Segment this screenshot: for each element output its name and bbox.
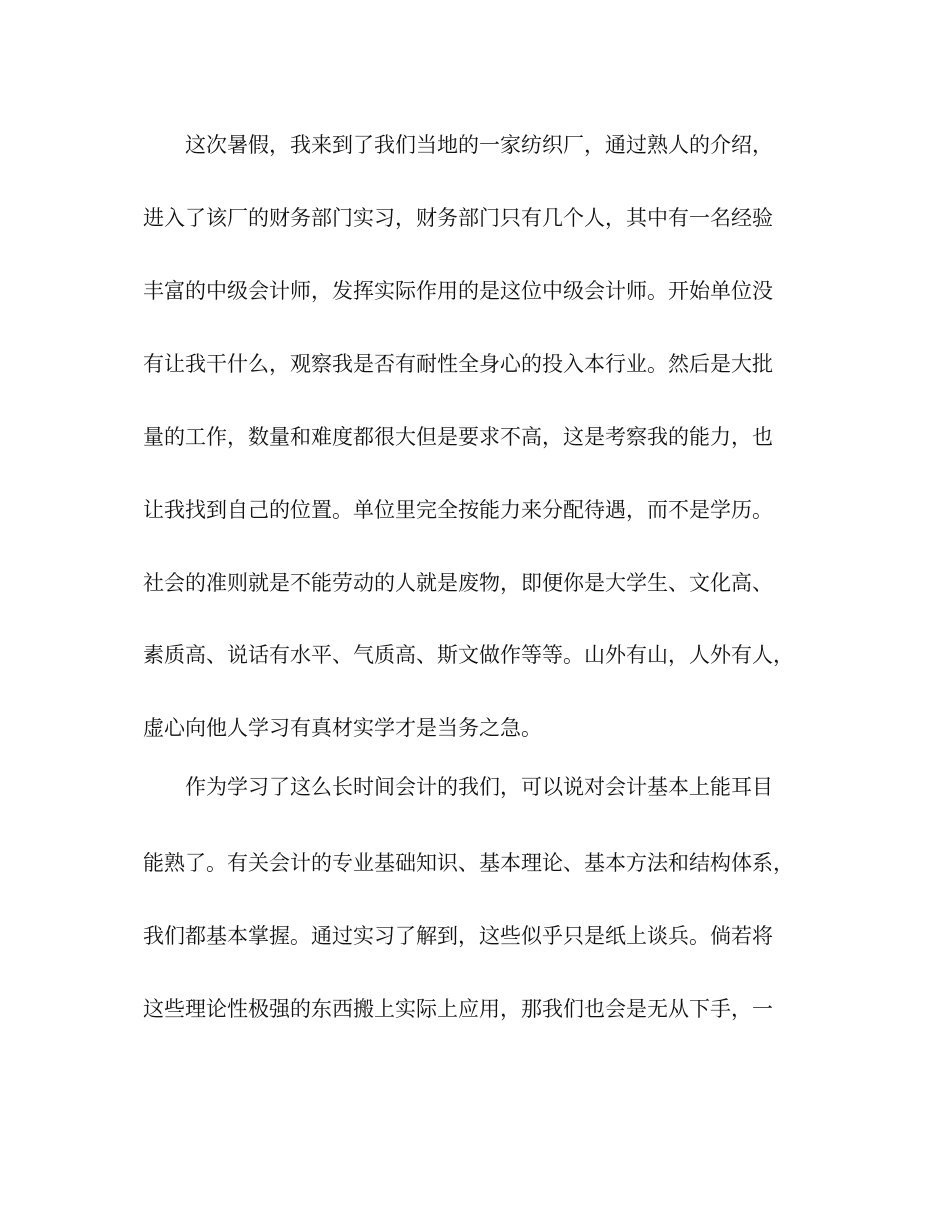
paragraph-1-line-5: 量的工作，数量和难度都很大但是要求不高，这是考察我的能力，也 bbox=[143, 425, 773, 449]
paragraph-2-line-1: 作为学习了这么长时间会计的我们，可以说对会计基本上能耳目 bbox=[185, 775, 773, 799]
paragraph-1-line-4: 有让我干什么，观察我是否有耐性全身心的投入本行业。然后是大批 bbox=[143, 352, 773, 376]
paragraph-1-line-2: 进入了该厂的财务部门实习，财务部门只有几个人，其中有一名经验 bbox=[143, 206, 773, 230]
paragraph-1-line-7: 社会的准则就是不能劳动的人就是废物，即便你是大学生、文化高、 bbox=[143, 571, 773, 595]
paragraph-2-line-2: 能熟了。有关会计的专业基础知识、基本理论、基本方法和结构体系， bbox=[143, 851, 794, 875]
paragraph-1-line-6: 让我找到自己的位置。单位里完全按能力来分配待遇，而不是学历。 bbox=[143, 498, 773, 522]
paragraph-2-line-3: 我们都基本掌握。通过实习了解到，这些似乎只是纸上谈兵。倘若将 bbox=[143, 924, 773, 948]
paragraph-1-line-1: 这次暑假，我来到了我们当地的一家纺织厂，通过熟人的介绍， bbox=[185, 133, 773, 157]
paragraph-1-line-8: 素质高、说话有水平、气质高、斯文做作等等。山外有山，人外有人， bbox=[143, 643, 794, 667]
paragraph-1-line-3: 丰富的中级会计师，发挥实际作用的是这位中级会计师。开始单位没 bbox=[143, 279, 773, 303]
paragraph-2-line-4: 这些理论性极强的东西搬上实际上应用，那我们也会是无从下手，一 bbox=[143, 997, 773, 1021]
paragraph-1-line-9: 虚心向他人学习有真材实学才是当务之急。 bbox=[143, 716, 542, 740]
